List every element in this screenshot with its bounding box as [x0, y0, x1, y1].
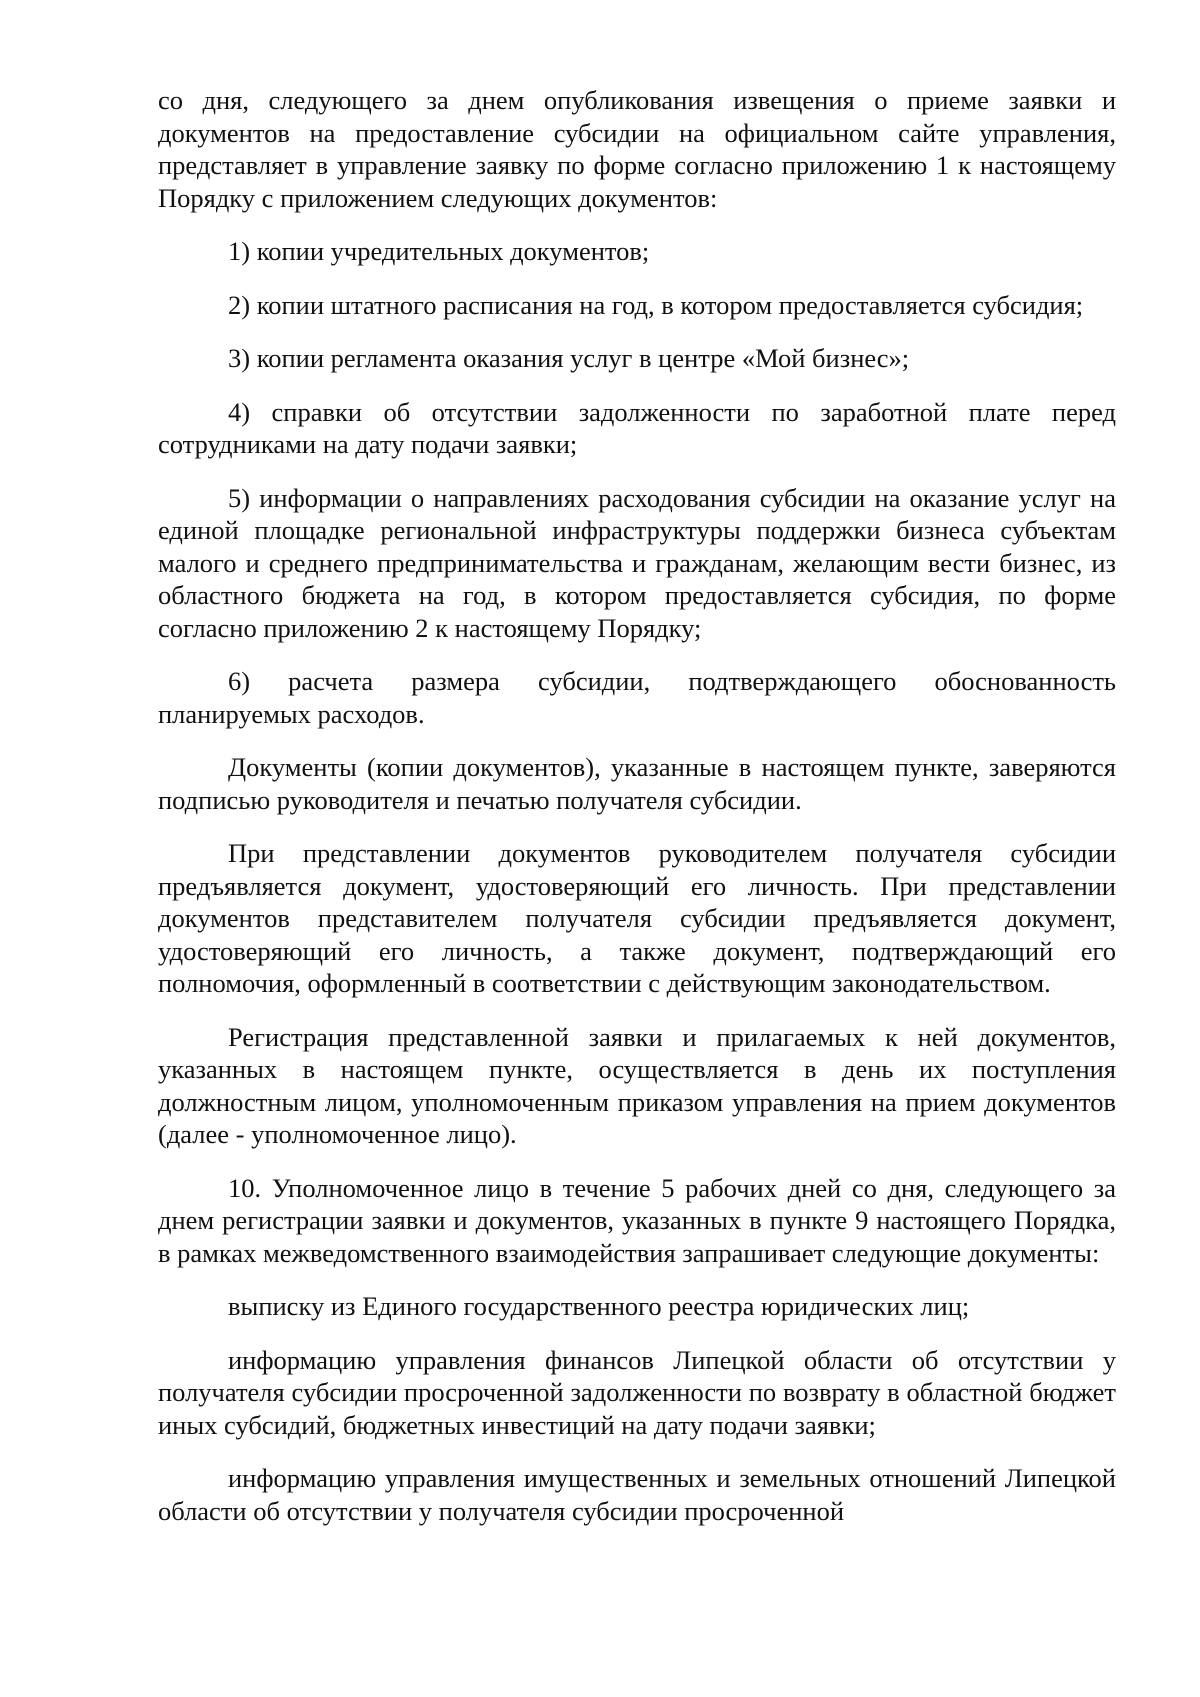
paragraph-certification: Документы (копии документов), указанные в настоящем пункте, заверяются подписью руководителя и печатью получателя субсидии.	[158, 752, 1116, 815]
document-page	[158, 84, 1116, 1527]
paragraph-identity: При представлении документов руководителем получателя субсидии предъявляется документ, удостоверяющий его личность. При представлении документов представителем получателя субсидии предъявляется документ, удостоверяющий его личность, а также документ, подтверждающий его полномочия, оформленный в соответствии с действующим законодательством.	[158, 838, 1116, 998]
list-item-4: 4) справки об отсутствии задолженности по заработной плате перед сотрудниками на дату подачи заявки;	[158, 396, 1116, 459]
list-item-1: 1) копии учредительных документов;	[228, 236, 650, 266]
list-item-5: 5) информации о направлениях расходования субсидии на оказание услуг на единой площадке региональной инфраструктуры поддержки бизнеса субъектам малого и среднего предпринимательства и гражданам, желающим вести бизнес, из областного бюджета на год, в котором предоставляется субсидия, по форме согласно приложению 2 к настоящему Порядку;	[158, 482, 1116, 643]
paragraph-finance-info: информацию управления финансов Липецкой области об отсутствии у получателя субсидии просроченной задолженности по возврату в областной бюджет иных субсидий, бюджетных инвестиций на дату подачи заявки;	[158, 1344, 1116, 1440]
paragraph-clause-10: 10. Уполномоченное лицо в течение 5 рабочих дней со дня, следующего за днем регистрации заявки и документов, указанных в пункте 9 настоящего Порядка, в рамках межведомственного взаимодействия запрашивает следующие документы:	[158, 1172, 1116, 1268]
paragraph-property-info: информацию управления имущественных и земельных отношений Липецкой области об отсутствии у получателя субсидии просроченной	[158, 1463, 1116, 1526]
paragraph-continuation: со дня, следующего за днем опубликования извещения о приеме заявки и документов на предоставление субсидии на официальном сайте управления, представляет в управление заявку по форме согласно приложению 1 к настоящему Порядку с приложением следующих документов:	[158, 85, 1116, 213]
paragraph-egrul-extract: выписку из Единого государственного реестра юридических лиц;	[228, 1291, 970, 1321]
list-item-6: 6) расчета размера субсидии, подтверждающего обоснованность планируемых расходов.	[158, 666, 1116, 729]
paragraph-registration: Регистрация представленной заявки и прилагаемых к ней документов, указанных в настоящем пункте, осуществляется в день их поступления должностным лицом, уполномоченным приказом управления на прием документов (далее - уполномоченное лицо).	[158, 1021, 1116, 1149]
list-item-2: 2) копии штатного расписания на год, в котором предоставляется субсидия;	[228, 289, 1084, 320]
list-item-3: 3) копии регламента оказания услуг в центре «Мой бизнес»;	[228, 343, 910, 373]
